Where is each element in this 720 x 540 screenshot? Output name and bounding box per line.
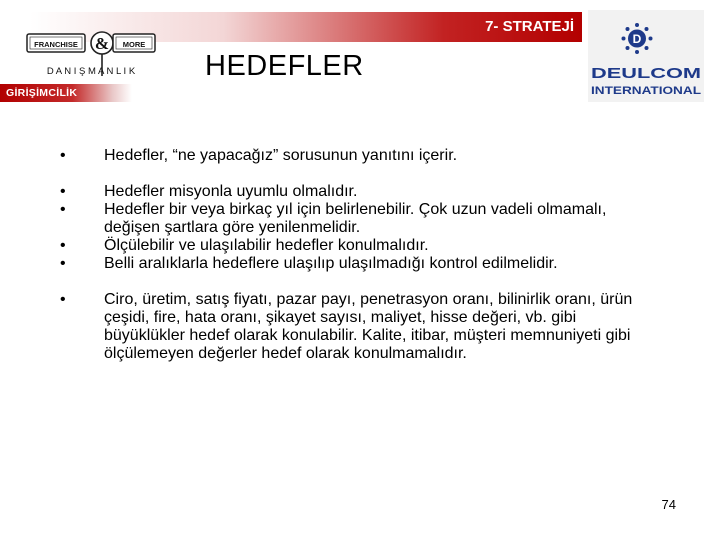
- bullet-marker: •: [60, 291, 66, 308]
- bullet-text: Hedefler bir veya birkaç yıl için belirlenebilir. Çok uzun vadeli olmamalı, değişen şartlara göre yenilenmelidir.: [104, 201, 607, 236]
- section-bar: [0, 84, 132, 102]
- bullet-marker: •: [60, 201, 66, 218]
- bullet-item: [56, 147, 656, 165]
- bullet-text: Hedefler misyonla uyumlu olmalıdır.: [104, 183, 358, 200]
- logo-ampersand: &: [94, 34, 110, 53]
- logo-subtitle: D A N I Ş M A N L I K: [46, 66, 136, 77]
- bullet-text: Ölçülebilir ve ulaşılabilir hedefler konulmalıdır.: [104, 237, 429, 254]
- bullet-list: [56, 147, 656, 363]
- logo-letter-d: D: [632, 32, 642, 46]
- slide-number: 74: [661, 497, 676, 512]
- bullet-marker: •: [60, 255, 66, 272]
- bullet-text: Ciro, üretim, satış fiyatı, pazar payı, penetrasyon oranı, bilinirlik oranı, ürün çeşidi, fire, hata oranı, şikayet sayısı, maliyet, hisse değeri, vb. gibi büyüklükler hedef olarak konulabilir. Kalite, itibar, müşteri memnuniyeti gibi ölçülemeyen değerler hedef olarak konulmamalıdır.: [104, 291, 633, 362]
- section-label: GİRİŞİMCİLİK: [6, 87, 78, 99]
- chapter-title: 7- STRATEJİ: [485, 18, 574, 35]
- page-title: HEDEFLER: [205, 50, 364, 82]
- bullet-text: Hedefler, “ne yapacağız” sorusunun yanıtını içerir.: [104, 147, 458, 164]
- bullet-text: Belli aralıklarla hedeflere ulaşılıp ulaşılmadığı kontrol edilmelidir.: [104, 255, 558, 272]
- logo-word-more: MORE: [122, 40, 146, 49]
- bullet-item: [56, 237, 656, 255]
- franchise-and-more-logo: [24, 26, 164, 86]
- logo-word-franchise: FRANCHISE: [34, 40, 78, 49]
- logo-line-deulcom: DEULCOM: [591, 65, 701, 82]
- bullet-item: [56, 291, 656, 363]
- bullet-item: [56, 201, 656, 237]
- bullet-marker: •: [60, 237, 66, 254]
- bullet-item: [56, 255, 656, 273]
- deulcom-logo: [588, 10, 704, 102]
- logo-line-international: INTERNATIONAL: [591, 85, 702, 97]
- bullet-marker: •: [60, 183, 66, 200]
- bullet-marker: •: [60, 147, 66, 164]
- bullet-item: [56, 183, 656, 201]
